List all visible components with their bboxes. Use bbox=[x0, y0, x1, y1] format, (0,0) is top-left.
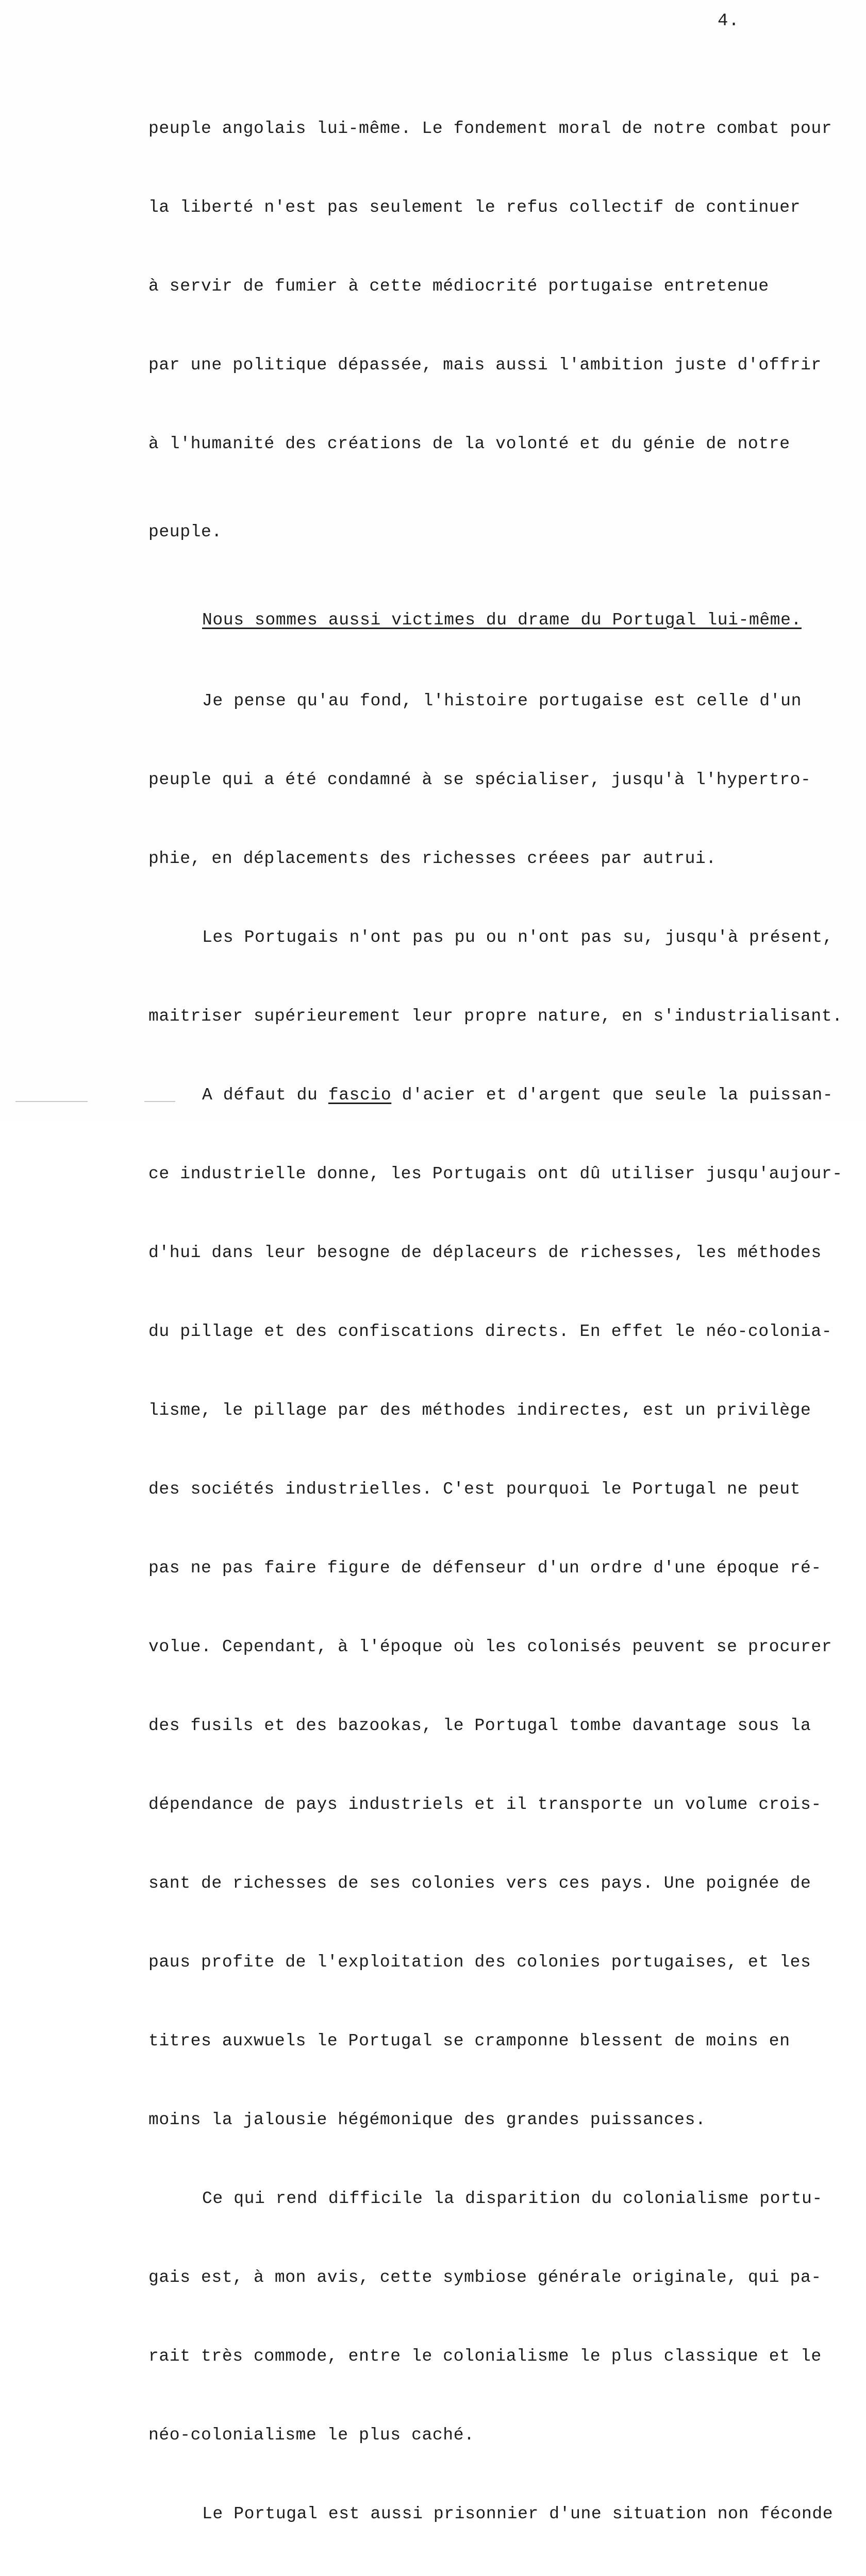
text-line: peuple. bbox=[148, 522, 222, 541]
text-line: à servir de fumier à cette médiocrité portugaise entretenue bbox=[148, 277, 769, 296]
text-line: peuple angolais lui-même. Le fondement moral de notre combat pour bbox=[148, 119, 832, 138]
text-line: du pillage et des confiscations directs. En effet le néo-colonia- bbox=[148, 1322, 832, 1341]
scan-artifact bbox=[144, 1101, 175, 1102]
section-heading: Nous sommes aussi victimes du drame du Portugal lui-même. bbox=[202, 611, 802, 630]
section-heading-line bbox=[148, 607, 850, 633]
text-line: lisme, le pillage par des méthodes indirectes, est un privilège bbox=[148, 1401, 811, 1420]
text-line: Le Portugal est aussi prisonnier d'une situation non féconde bbox=[202, 2504, 834, 2523]
text-line: à l'humanité des créations de la volonté et du génie de notre bbox=[148, 434, 790, 453]
text-line: des sociétés industrielles. C'est pourquoi le Portugal ne peut bbox=[148, 1480, 801, 1499]
text-line: phie, en déplacements des richesses créees par autrui. bbox=[148, 849, 717, 868]
text-line: titres auxwuels le Portugal se cramponne blessent de moins en bbox=[148, 2031, 790, 2050]
text-line: moins la jalousie hégémonique des grandes puissances. bbox=[148, 2110, 706, 2129]
text-fragment: A défaut du bbox=[202, 1086, 328, 1105]
text-fragment: d'acier et d'argent que seule la puissan- bbox=[391, 1086, 834, 1105]
scan-artifact bbox=[15, 1101, 88, 1102]
text-line: la liberté n'est pas seulement le refus collectif de continuer bbox=[148, 198, 801, 217]
text-line: Je pense qu'au fond, l'histoire portugaise est celle d'un bbox=[202, 691, 802, 710]
document-body bbox=[148, 63, 850, 2576]
text-line: ce industrielle donne, les Portugais ont dû utiliser jusqu'aujour- bbox=[148, 1164, 843, 1183]
text-line: des fusils et des bazookas, le Portugal tombe davantage sous la bbox=[148, 1716, 811, 1735]
text-line: peuple qui a été condamné à se spécialiser, jusqu'à l'hypertro- bbox=[148, 770, 811, 789]
text-line: néo-colonialisme le plus caché. bbox=[148, 2426, 475, 2445]
text-line: paus profite de l'exploitation des colonies portugaises, et les bbox=[148, 1953, 811, 1972]
page-number: 4. bbox=[718, 11, 740, 31]
text-line: gais est, à mon avis, cette symbiose générale originale, qui pa- bbox=[148, 2268, 822, 2287]
text-line: dépendance de pays industriels et il transporte un volume crois- bbox=[148, 1795, 822, 1814]
text-line: maitriser supérieurement leur propre nature, en s'industrialisant. bbox=[148, 1007, 843, 1026]
text-line: Ce qui rend difficile la disparition du colonialisme portu- bbox=[202, 2189, 823, 2208]
text-line: Les Portugais n'ont pas pu ou n'ont pas su, jusqu'à présent, bbox=[202, 928, 834, 947]
text-line: pas ne pas faire figure de défenseur d'un ordre d'une époque ré- bbox=[148, 1558, 822, 1578]
text-line: sant de richesses de ses colonies vers ces pays. Une poignée de bbox=[148, 1874, 811, 1893]
text-line: d'hui dans leur besogne de déplaceurs de richesses, les méthodes bbox=[148, 1243, 822, 1262]
underlined-word: fascio bbox=[328, 1086, 392, 1105]
text-line: par une politique dépassée, mais aussi l'ambition juste d'offrir bbox=[148, 355, 822, 375]
text-line: volue. Cependant, à l'époque où les colonisés peuvent se procurer bbox=[148, 1637, 832, 1656]
text-line-with-underline bbox=[148, 1082, 850, 1108]
text-line: rait très commode, entre le colonialisme le plus classique et le bbox=[148, 2347, 822, 2366]
